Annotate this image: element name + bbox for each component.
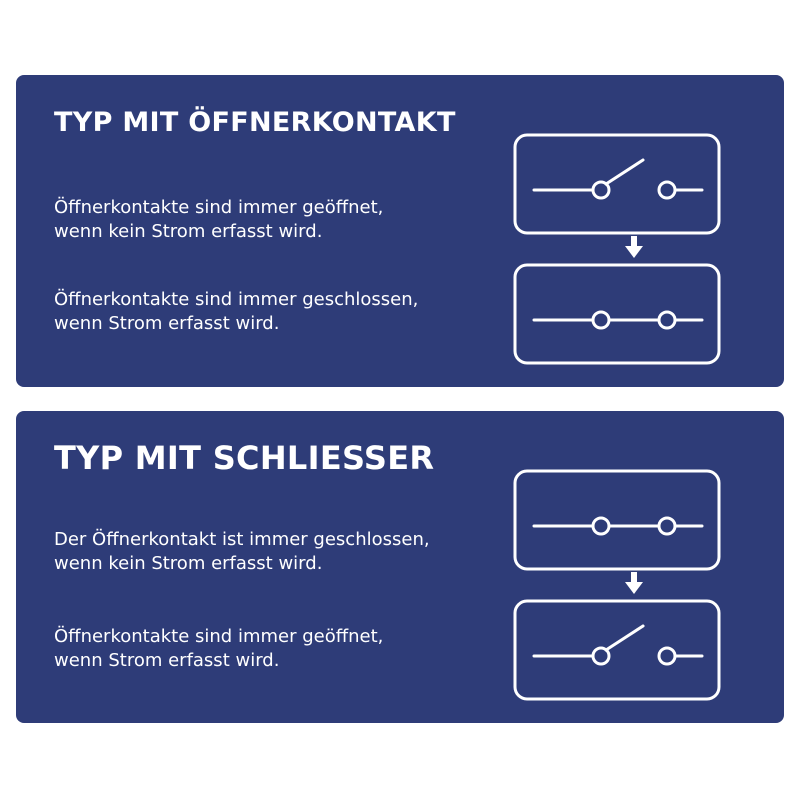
statement-no-current bbox=[54, 196, 524, 244]
contact-terminal bbox=[593, 518, 609, 534]
panel-title: TYP MIT ÖFFNERKONTAKT bbox=[54, 107, 456, 138]
contact-terminal bbox=[659, 518, 675, 534]
contact-terminal bbox=[593, 648, 609, 664]
statement-line: wenn Strom erfasst wird. bbox=[54, 313, 280, 334]
contact-terminal bbox=[659, 182, 675, 198]
switch-lever bbox=[606, 626, 643, 650]
switch-frame bbox=[515, 601, 719, 699]
switch-box-closed bbox=[515, 265, 719, 363]
panel-normally-open bbox=[16, 411, 784, 723]
arrow-down-icon bbox=[625, 236, 643, 258]
contact-terminal bbox=[593, 312, 609, 328]
switch-frame bbox=[515, 135, 719, 233]
panel-normally-closed bbox=[16, 75, 784, 387]
switch-frame bbox=[515, 471, 719, 569]
switch-frame bbox=[515, 265, 719, 363]
statement-line: wenn kein Strom erfasst wird. bbox=[54, 221, 323, 242]
contact-terminal bbox=[659, 312, 675, 328]
statement-line: wenn kein Strom erfasst wird. bbox=[54, 553, 323, 574]
switch-box-closed bbox=[515, 471, 719, 569]
statement-with-current bbox=[54, 625, 524, 673]
switch-box-open bbox=[515, 601, 719, 699]
switch-diagram bbox=[512, 132, 722, 366]
statement-line: wenn Strom erfasst wird. bbox=[54, 650, 280, 671]
statement-line: Öffnerkontakte sind immer geschlossen, bbox=[54, 289, 419, 310]
statement-line: Öffnerkontakte sind immer geöffnet, bbox=[54, 197, 384, 218]
statement-line: Öffnerkontakte sind immer geöffnet, bbox=[54, 626, 384, 647]
statement-line: Der Öffnerkontakt ist immer geschlossen, bbox=[54, 529, 430, 550]
switch-box-open bbox=[515, 135, 719, 233]
contact-terminal bbox=[659, 648, 675, 664]
switch-lever bbox=[606, 160, 643, 184]
contact-terminal bbox=[593, 182, 609, 198]
switch-diagram bbox=[512, 468, 722, 702]
arrow-down-icon bbox=[625, 572, 643, 594]
panel-title: TYP MIT SCHLIESSER bbox=[54, 439, 435, 477]
statement-with-current bbox=[54, 288, 524, 336]
statement-no-current bbox=[54, 528, 524, 576]
